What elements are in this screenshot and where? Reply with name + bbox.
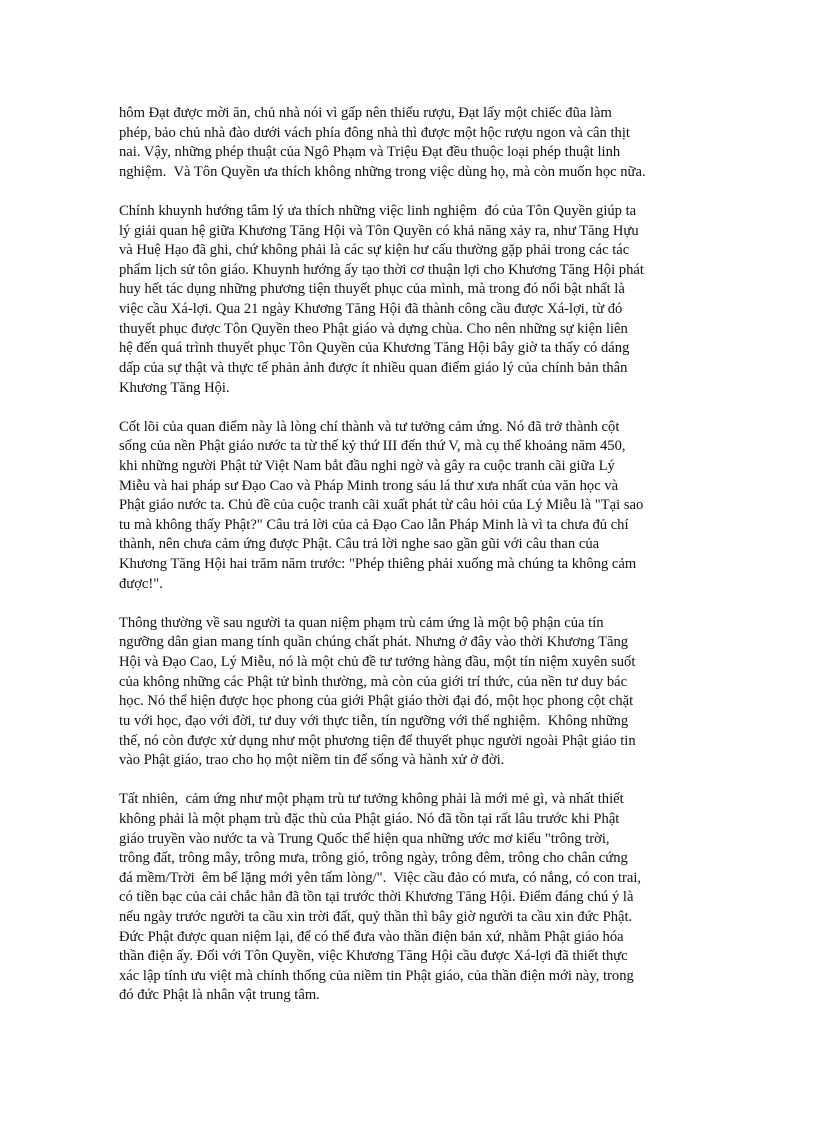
text-line: sống của nền Phật giáo nước ta từ thế kỷ thứ III đến thứ V, mà cụ thể khoảng năm 450, [119, 438, 626, 455]
text-line: xác lập tính ưu việt mà chính thống của niềm tin Phật giáo, của thần điện mới này, trong [119, 967, 634, 984]
text-line: Chính khuynh hướng tâm lý ưa thích những việc linh nghiệm đó của Tôn Quyền giúp ta [119, 203, 637, 220]
paragraph [119, 418, 719, 594]
text-line: Phật giáo nước ta. Chủ đề của cuộc tranh cãi xuất phát từ câu hỏi của Lý Miễu là "Tại sao [119, 497, 644, 514]
text-line: tu với học, đạo với đời, tư duy với thực tiễn, tín ngưỡng với thể nghiệm. Không những [119, 712, 629, 729]
text-line: khi những người Phật tử Việt Nam bắt đầu nghi ngờ và gây ra cuộc tranh cãi giữa Lý [119, 457, 615, 474]
text-line: đá mềm/Trời êm bể lặng mới yên tấm lòng/". Việc cầu đảo có mưa, có nắng, có con trai, [119, 869, 642, 886]
text-line: lý giải quan hệ giữa Khương Tăng Hội và Tôn Quyền có khả năng xảy ra, như Tăng Hựu [119, 222, 639, 239]
text-line: ngưỡng dân gian mang tính quần chúng chất phát. Nhưng ở đây vào thời Khương Tăng [119, 634, 629, 651]
text-line: học. Nó thể hiện được học phong của giới Phật giáo thời đại đó, một học phong cột chặt [119, 693, 634, 710]
paragraph [119, 104, 719, 182]
text-line: thành, nên chưa cảm ứng được Phật. Câu trả lời nghe sao gần gũi với câu than của [119, 536, 600, 553]
text-line: Hội và Đạo Cao, Lý Miễu, nó là một chủ đề tư tưởng hàng đầu, một tín niệm xuyên suốt [119, 654, 636, 671]
text-line: Đức Phật được quan niệm lại, để có thể đưa vào thần điện bản xứ, nhằm Phật giáo hóa [119, 928, 624, 945]
text-line: giáo truyền vào nước ta và Trung Quốc thể hiện qua những ước mơ kiểu "trông trời, [119, 830, 610, 847]
text-line: vào Phật giáo, trao cho họ một niềm tin để sống và hành xử ở đời. [119, 752, 505, 769]
document-page [119, 104, 719, 1026]
text-line: phép, bảo chủ nhà đào dưới vách phía đông nhà thì được một hộc rượu ngon và cân thịt [119, 124, 630, 141]
text-line: đó đức Phật là nhân vật trung tâm. [119, 987, 320, 1004]
paragraph [119, 790, 719, 1006]
text-line: hôm Đạt được mời ăn, chủ nhà nói vì gấp nên thiếu rượu, Đạt lấy một chiếc đũa làm [119, 105, 612, 121]
paragraph [119, 202, 719, 398]
text-line: Thông thường về sau người ta quan niệm phạm trù cảm ứng là một bộ phận của tín [119, 614, 604, 631]
text-line: việc cầu Xá-lợi. Qua 21 ngày Khương Tăng Hội đã thành công cầu được Xá-lợi, từ đó [119, 301, 623, 318]
text-line: huy hết tác dụng những phương tiện thuyết phục của mình, mà trong đó nổi bật nhất là [119, 281, 625, 298]
text-line: và Huệ Hạo đã ghi, chứ không phải là các sự kiện hư cấu thường gặp phải trong các tác [119, 242, 630, 259]
text-line: hệ đến quá trình thuyết phục Tôn Quyền của Khương Tăng Hội bây giờ ta thấy có dáng [119, 340, 630, 357]
text-line: thuyết phục được Tôn Quyền theo Phật giáo và dựng chùa. Cho nên những sự kiện liên [119, 320, 628, 337]
text-line: được!". [119, 575, 163, 592]
text-line: phẩm lịch sử tôn giáo. Khuynh hướng ấy tạo thời cơ thuận lợi cho Khương Tăng Hội phát [119, 261, 644, 278]
text-line: không phải là một phạm trù đặc thù của Phật giáo. Nó đã tồn tại rất lâu trước khi Phật [119, 810, 620, 827]
text-line: của không những các Phật tử bình thường, mà còn của giới trí thức, của nền tư duy bác [119, 673, 628, 690]
text-line: dấp của sự thật và thực tế phản ảnh được ít nhiều quan điểm giáo lý của chính bản thân [119, 359, 628, 376]
text-line: nai. Vậy, những phép thuật của Ngô Phạm và Triệu Đạt đều thuộc loại phép thuật linh [119, 144, 621, 161]
text-line: Khương Tăng Hội. [119, 379, 230, 396]
text-line: thần điện ấy. Đối với Tôn Quyền, việc Khương Tăng Hội cầu được Xá-lợi đã thiết thực [119, 948, 628, 965]
text-line: tu mà không thấy Phật?" Câu trả lời của cả Đạo Cao lẫn Pháp Minh là vì ta chưa đủ chí [119, 516, 629, 533]
text-line: Cốt lõi của quan điểm này là lòng chí thành và tư tưởng cảm ứng. Nó đã trở thành cột [119, 418, 620, 435]
text-line: nếu ngày trước người ta cầu xin trời đất, quỷ thần thì bây giờ người ta cầu xin đức Phật. [119, 908, 633, 925]
text-line: nghiệm. Và Tôn Quyền ưa thích không những trong việc dùng họ, mà còn muốn học nữa. [119, 163, 646, 180]
paragraph [119, 614, 719, 771]
text-line: Miễu và hai pháp sư Đạo Cao và Pháp Minh trong sáu lá thư xưa nhất của văn học và [119, 477, 619, 494]
text-line: Tất nhiên, cảm ứng như một phạm trù tư tưởng không phải là mới mẻ gì, và nhất thiết [119, 791, 624, 808]
text-line: trông đất, trông mây, trông mưa, trông gió, trông ngày, trông đêm, trông cho chân cứng [119, 850, 628, 867]
text-line: có tiền bạc của cải chắc hẳn đã tồn tại trước thời Khương Tăng Hội. Điểm đáng chú ý là [119, 889, 634, 906]
text-line: Khương Tăng Hội hai trăm năm trước: "Phép thiêng phải xuống mà chúng ta không cảm [119, 556, 637, 573]
text-line: thế, nó còn được xử dụng như một phương tiện để thuyết phục người ngoài Phật giáo tin [119, 732, 636, 749]
